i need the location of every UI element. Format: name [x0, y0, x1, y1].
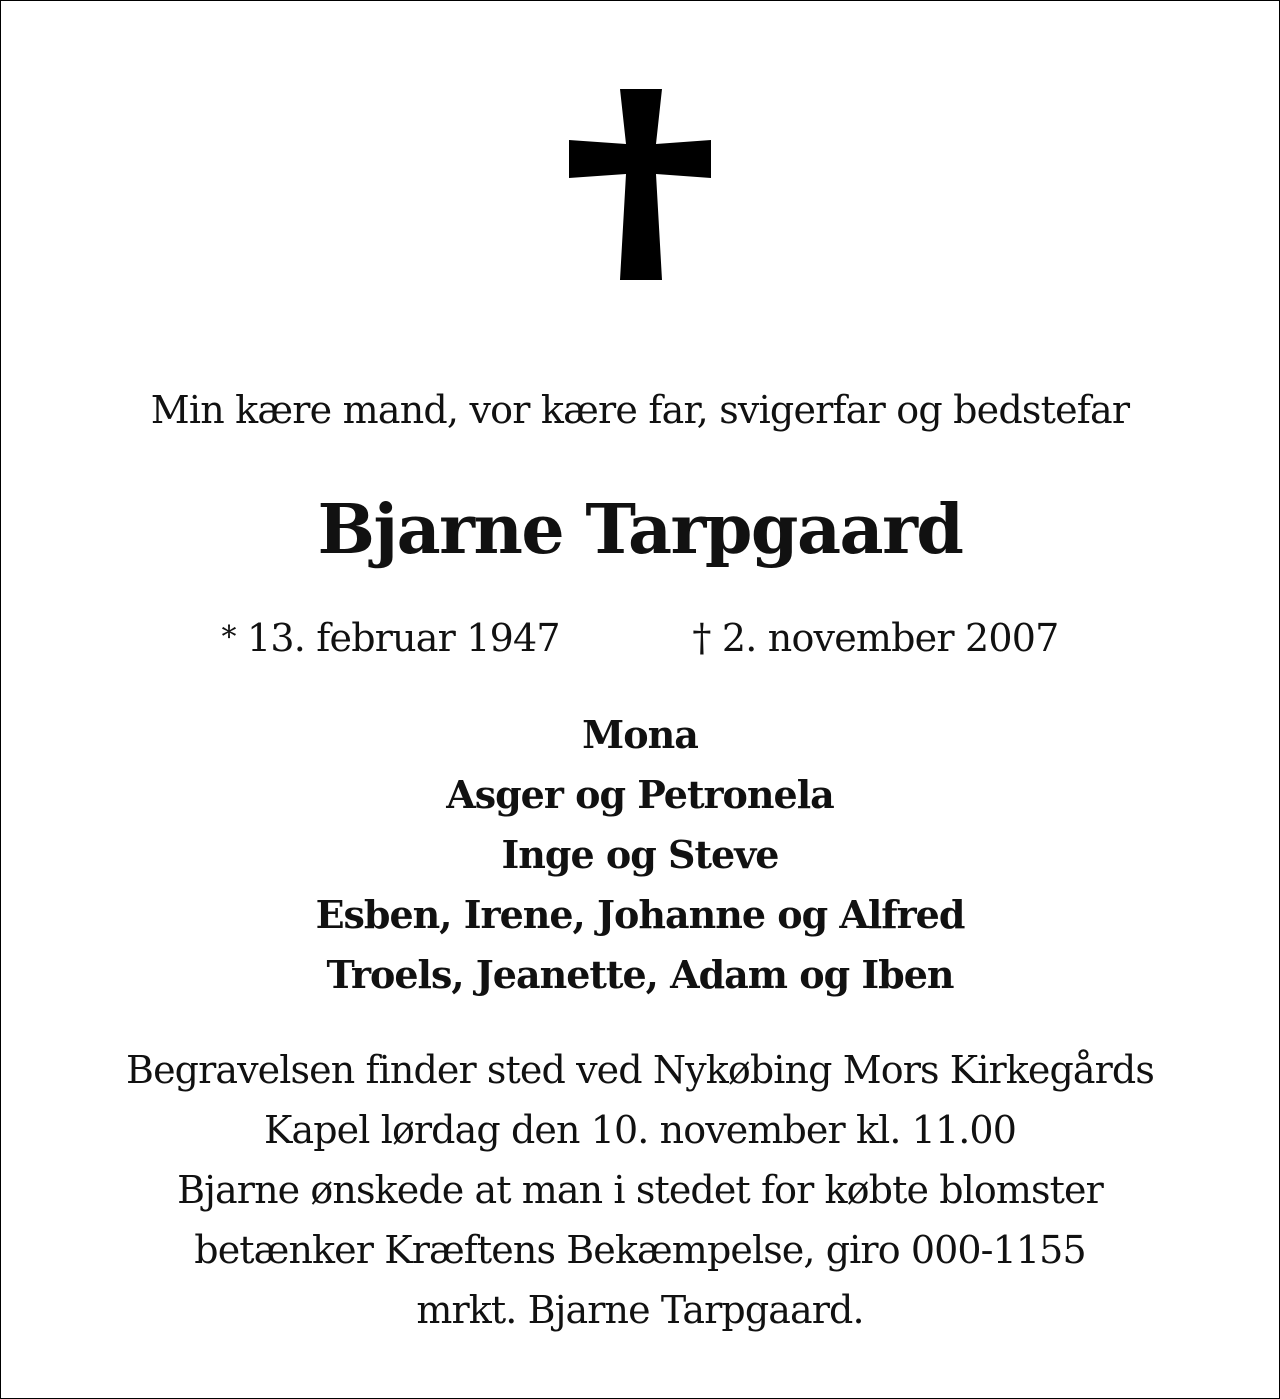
detail-line: Bjarne ønskede at man i stedet for købte blomster [177, 1168, 1103, 1212]
dates [0, 608, 1280, 668]
deceased-name: Bjarne Tarpgaard [317, 490, 963, 570]
death-date: 2. november 2007 [721, 616, 1059, 660]
family-line: Mona [582, 712, 698, 757]
detail-line: mrkt. Bjarne Tarpgaard. [416, 1288, 864, 1332]
family-line: Troels, Jeanette, Adam og Iben [326, 952, 954, 997]
family-list [0, 705, 1280, 1005]
cross-icon [569, 89, 711, 280]
family-line: Asger og Petronela [446, 772, 834, 817]
death-symbol: † [692, 616, 711, 660]
detail-line: Kapel lørdag den 10. november kl. 11.00 [264, 1108, 1016, 1152]
family-line: Esben, Irene, Johanne og Alfred [315, 892, 965, 937]
born-symbol: * [221, 620, 236, 655]
detail-line: Begravelsen finder sted ved Nykøbing Mors Kirkegårds [126, 1048, 1154, 1092]
family-line: Inge og Steve [501, 832, 779, 877]
intro-text: Min kære mand, vor kære far, svigerfar og bedstefar [150, 388, 1130, 432]
funeral-details [0, 1040, 1280, 1340]
detail-line: betænker Kræftens Bekæmpelse, giro 000-1155 [194, 1228, 1086, 1272]
birth-date: 13. februar 1947 [246, 616, 560, 660]
